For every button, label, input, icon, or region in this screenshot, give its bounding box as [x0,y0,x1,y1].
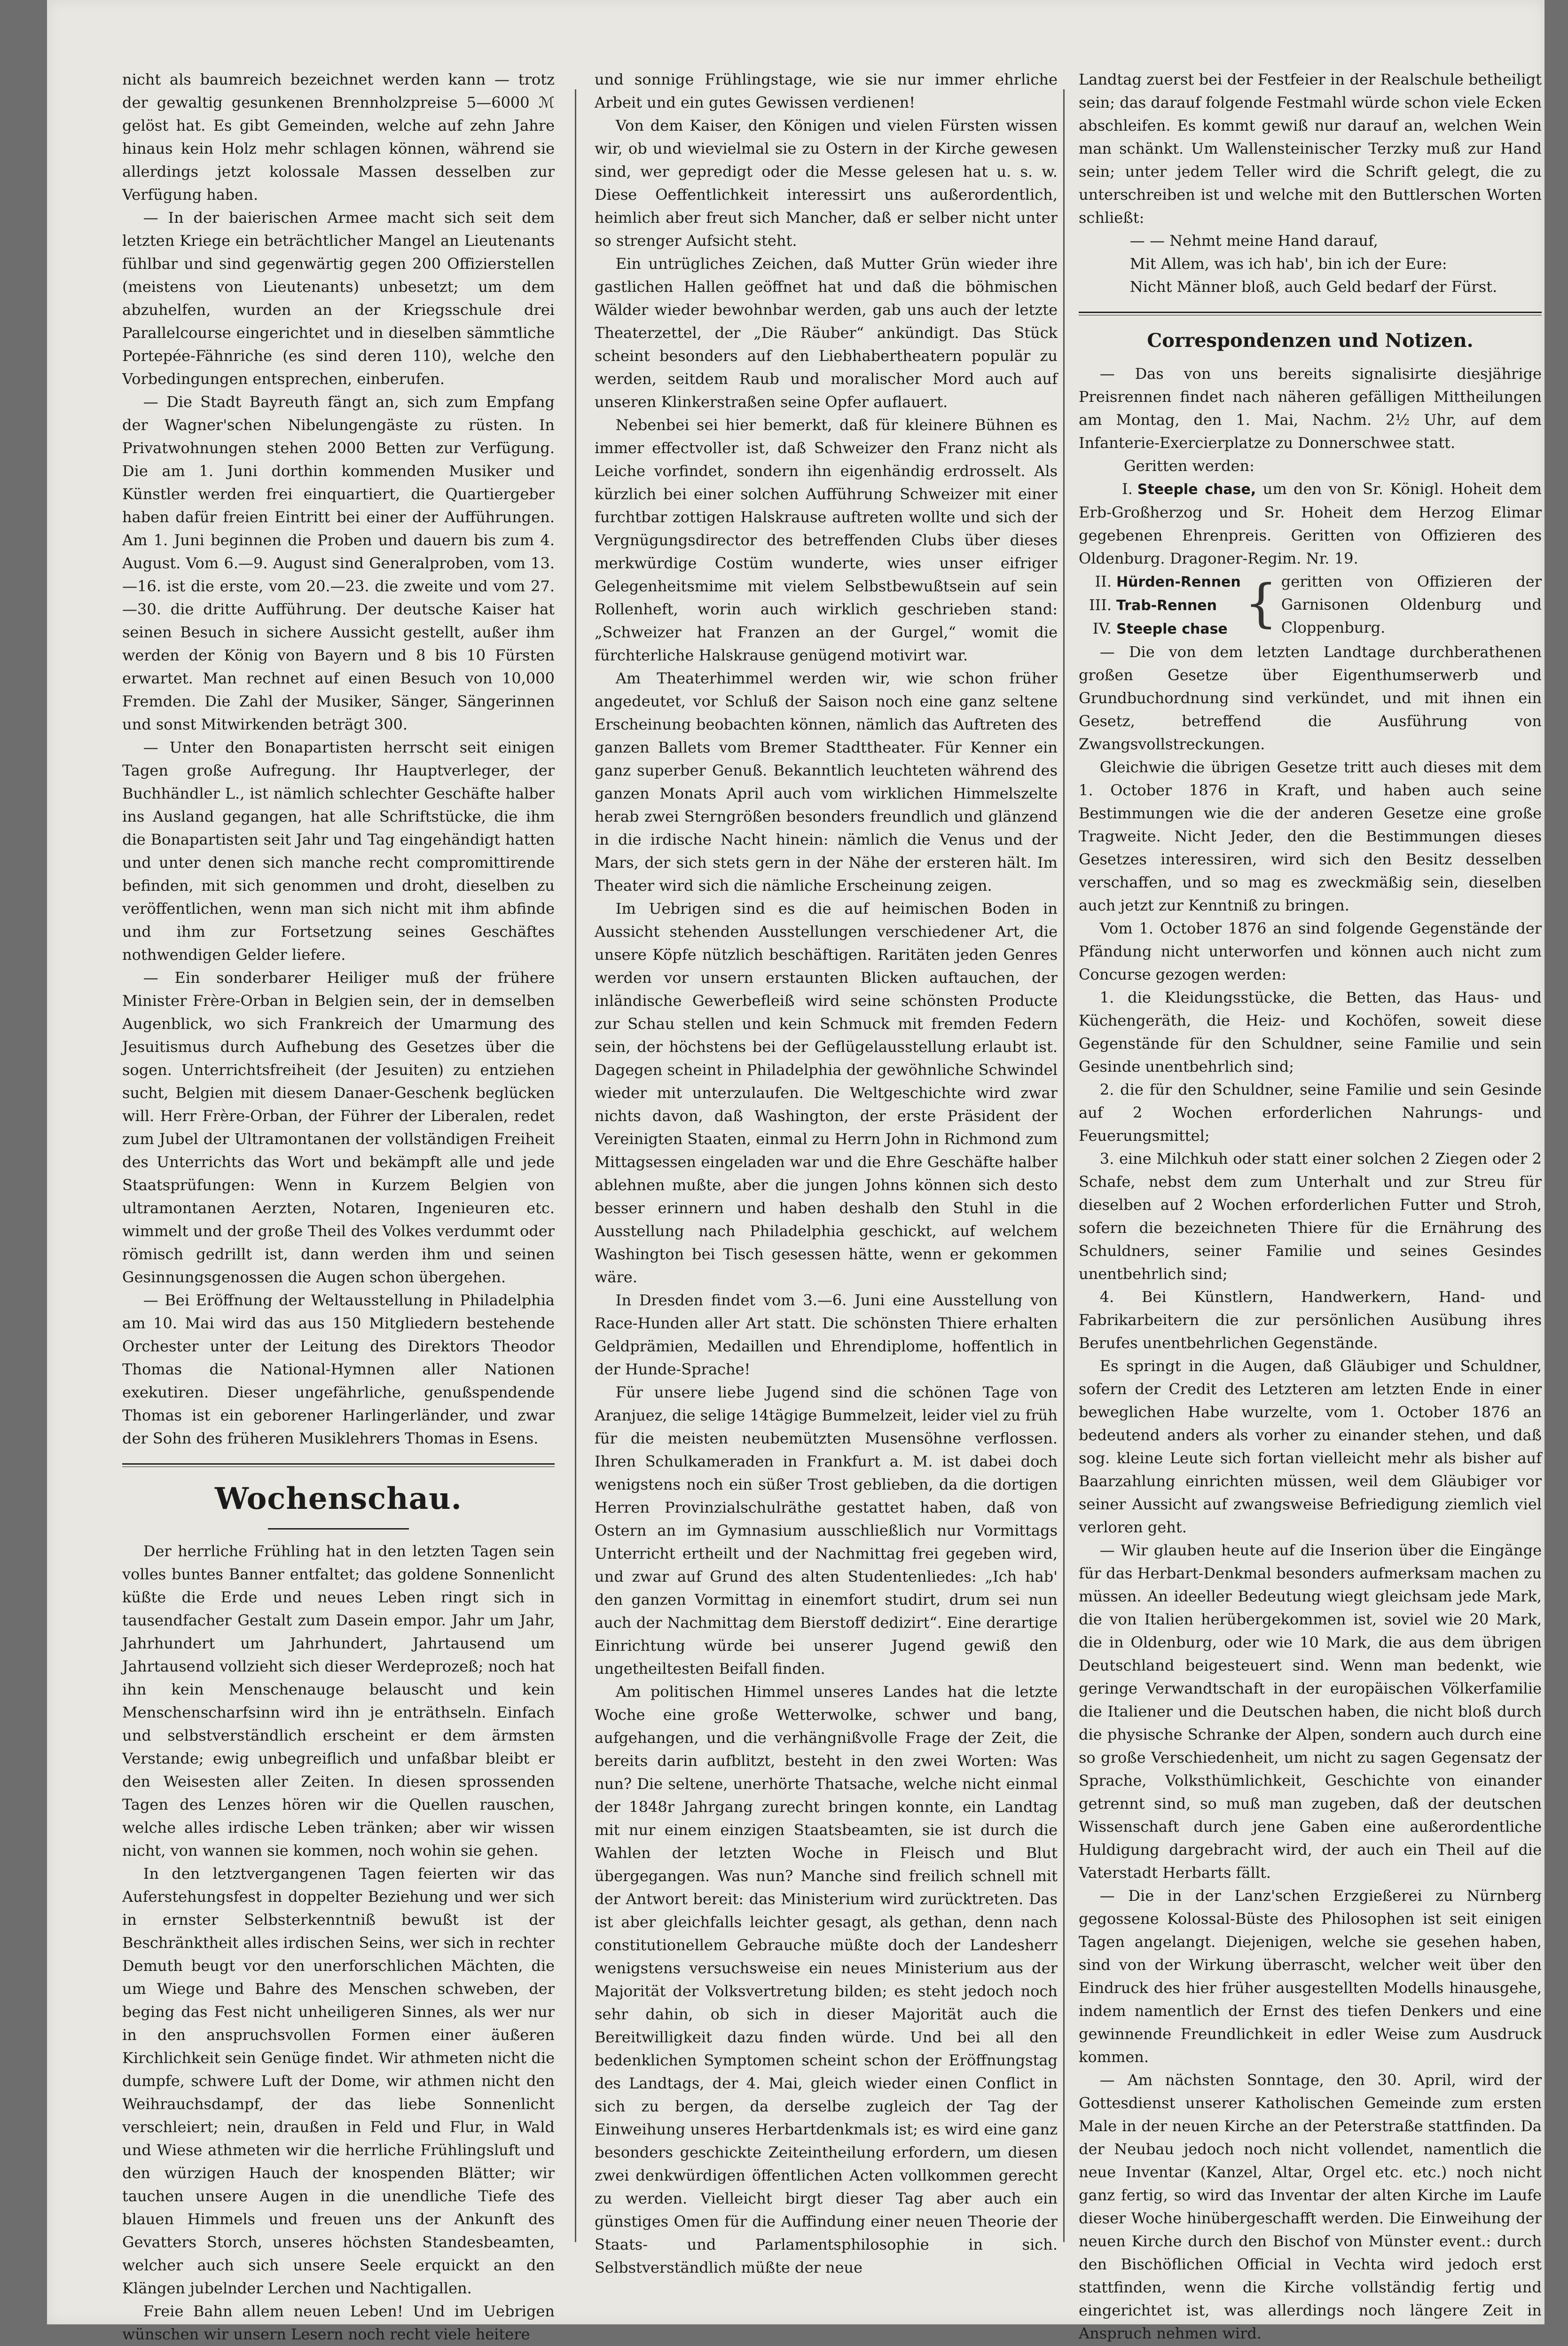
section-heading-wochenschau: Wochenschau. [215,1481,462,1516]
race-number: I. [1121,480,1133,498]
race-name: Hürden-Rennen [1116,574,1241,590]
paragraph: — Die Stadt Bayreuth fängt an, sich zum Empfang der Wagner'schen Nibelungengäste zu rüsten. In Privatwohnungen stehen 2000 Betten zur Verfügung. Die am 1. Juni dorthin kommenden Musiker und Künstler werden frei einquartiert, die Quartiergeber haben dafür freien Eintritt bei einer der Aufführungen. Am 1. Juni beginnen die Proben und dauern bis zum 4. August. Vom 6.—9. August sind Generalproben, vom 13.—16. ist die erste, vom 20.—23. die zweite und vom 27.—30. die dritte Aufführung. Der deutsche Kaiser hat seinen Besuch in sichere Aussicht gestellt, außer ihm werden der König von Bayern und 8 bis 10 Fürsten erwartet. Man rechnet auf einen Besuch von 10,000 Fremden. Die Zahl der Musiker, Sänger, Sängerinnen und sonst Mitwirkenden beträgt 300. [122,393,555,733]
heading-underline [268,1528,409,1530]
paragraph: Nebenbei sei hier bemerkt, daß für kleinere Bühnen es immer effectvoller ist, daß Schweizer den Franz nicht als Leiche vorfindet, sondern ihn eigenhändig erdrosselt. Als kürzlich bei einer solchen Aufführung Schweizer mit einer furchtbar zottigen Halskrause auftreten wollte und sich der Vergnügungsdirector des betreffenden Clubs über dieses merkwürdige Costüm wunderte, wies unser eifriger Gelegenheitsmime mit vielem Selbstbewußtsein auf sein Rollenheft, worin auch wirklich geschrieben stand: „Schweizer hat Franzen an der Gurgel,“ womit die fürchterliche Halskrause genügend motivirt war. [595,416,1058,664]
column-divider [575,89,576,2242]
paragraph: 3. eine Milchkuh oder statt einer solchen 2 Ziegen oder 2 Schafe, nebst dem zum Unterhalt und zur Streu für dieselben auf 2 Wochen erforderlichen Futter und Stroh, sofern die bezeichneten Thiere für die Ernährung des Schuldners, seiner Familie und seines Gesindes unentbehrlich sind; [1079,1150,1542,1283]
paragraph: und sonnige Frühlingstage, wie sie nur immer ehrliche Arbeit und ein gutes Gewissen verdienen! [595,71,1058,111]
paragraph: Im Uebrigen sind es die auf heimischen Boden in Aussicht stehenden Ausstellungen verschiedener Art, die unsere Köpfe nützlich beschäftigen. Raritäten jeden Genres werden vor unsern erstaunten Blicken auftauchen, der inländische Gewerbefleiß wird seine schönsten Producte zur Schau stellen und kein Schmuck mit fremden Federn sein, der höchstens bei der Geflügelausstellung erlaubt ist. Dagegen scheint in Philadelphia der gewöhnliche Schwindel wieder mit unterzulaufen. Die Weltgeschichte wird zwar nichts davon, daß Washington, der erste Präsident der Vereinigten Staaten, einmal zu Herrn John in Richmond zum Mittagsessen eingeladen war und die Ehre Geschäfte halber ablehnen mußte, aber die jungen Johns können sich desto besser erinnern und haben deshalb den Stuhl in die Ausstellung nach Philadelphia geschickt, auf welchem Washington bei Tisch gesessen hätte, wenn er gekommen wäre. [595,900,1058,1286]
paragraph: — Ein sonderbarer Heiliger muß der frühere Minister Frère-Orban in Belgien sein, der in demselben Augenblick, wo sich Frankreich der Umarmung des Jesuitismus durch Aufhebung des Gesetzes über die sogen. Unterrichtsfreiheit (der Jesuiten) zu entziehen sucht, Belgien mit diesem Danaer-Geschenk beglücken will. Herr Frère-Orban, der Führer der Liberalen, redet zum Jubel der Ultramontanen der vollständigen Freiheit des Unterrichts das Wort und bekämpft alle und jede Staatsprüfungen: Wenn in Kurzem Belgien von ultramontanen Aerzten, Notaren, Ingenieuren etc. wimmelt und der große Theil des Volkes verdummt oder römisch gedrillt ist, dann werden ihm und seinen Gesinnungsgenossen die Augen schon übergehen. [122,969,555,1286]
race-name: Steeple chase, [1137,481,1256,498]
paragraph: — In der baierischen Armee macht sich seit dem letzten Kriege ein beträchtlicher Mangel an Lieutenants fühlbar und sind gegenwärtig gegen 200 Offizierstellen (meistens von Lieutenants) unbesetzt; um dem abzuhelfen, wurden an der Kriegsschule drei Parallelcourse eingerichtet und in dieselben sämmtliche Portepée-Fähnriche (es sind deren 110), welche den Vorbedingungen entsprechen, einberufen. [122,209,555,388]
race-item [1079,478,1542,570]
race-group [1079,570,1542,641]
paragraph: — Bei Eröffnung der Weltausstellung in Philadelphia am 10. Mai wird das aus 150 Mitgliedern bestehende Orchester unter der Leitung des Direktors Theodor Thomas die National-Hymnen aller Nationen exekutiren. Dieser ungefährliche, genußspendende Thomas ist ein geborener Harlingerländer, und zwar der Sohn des früheren Musiklehrers Thomas in Esens. [122,1291,555,1447]
paragraph: Am politischen Himmel unseres Landes hat die letzte Woche eine große Wetterwolke, schwer und bang, aufgehangen, und die verhängnißvolle Frage der Zeit, die bereits darin aufblitzt, besteht in den zwei Worten: Was nun? Die seltene, unerhörte Thatsache, welche nicht einmal der 1848r Jahrgang zurecht bringen konnte, ein Landtag mit nur einem einzigen Staatsbeamten, sie ist durch die Wahlen der letzten Woche in Fleisch und Blut übergegangen. Was nun? Manche sind freilich schnell mit der Antwort bereit: das Ministerium wird zurücktreten. Das ist aber gleichfalls leichter gesagt, als gethan, denn nach constitutionellem Gebrauche müßte doch der Landesherr wenigstens versuchsweise ein neues Ministerium aus der Majorität der Volksvertretung bilden; es steht jedoch noch sehr dahin, ob sich in dieser Majorität auch die Bereitwilligkeit dazu finden würde. Und bei all den bedenklichen Symptomen scheint schon der Eröffnungstag des Landtags, der 4. Mai, gleich wieder einen Conflict in sich zu bergen, da derselbe zugleich der Tag der Einweihung unseres Herbartdenkmals ist; es wird eine ganz besonders geschickte Zeiteintheilung erfordern, um diesen zwei denkwürdigen öffentlichen Acten vollkommen gerecht zu werden. Vielleicht birgt dieser Tag aber auch ein günstiges Omen für die Auffindung einer neuen Theorie der Staats- und Parlamentsphilosophie in sich. Selbstverständlich müßte der neue [595,1683,1058,2276]
paragraph: Geritten werden: [1124,457,1254,475]
paragraph: — Unter den Bonapartisten herrscht seit einigen Tagen große Aufregung. Ihr Hauptverleger, der Buchhändler L., ist nämlich schlechter Geschäfte halber ins Ausland gegangen, hat alle Schriftstücke, die ihm die Bonapartisten seit Jahr und Tag eingehändigt hatten und unter denen sich manche recht compromittirende befinden, mit sich genommen und droht, dieselben zu veröffentlichen, wenn man sich nicht mit ihm abfinde und ihm zur Fortsetzung seines Geschäftes nothwendigen Gelder liefere. [122,738,555,964]
race-group-description: geritten von Offizieren der Garnisonen Oldenburg und Cloppenburg. [1281,573,1542,636]
race-item [1079,570,1241,594]
paragraph: Es springt in die Augen, daß Gläubiger und Schuldner, sofern der Credit des Letzteren am letzten Ende in einer beweglichen Habe wurzelte, vom 1. October 1876 an bedeutend anders als vorher zu einander stehen, und daß sog. kleine Leute sich fortan vielleicht mehr als bisher auf Baarzahlung einrichten müssen, weil dem Gläubiger vor seiner Aussicht auf zwangsweise Befriedigung ziemlich viel verloren geht. [1079,1357,1542,1536]
paragraph: Von dem Kaiser, den Königen und vielen Fürsten wissen wir, ob und wievielmal sie zu Ostern in der Kirche gewesen sind, wer gepredigt oder die Messe gelesen hat u. s. w. Diese Oeffentlichkeit interessirt uns außerordentlich, heimlich aber freut sich Mancher, daß er selber nicht unter so strenger Aufsicht steht. [595,117,1058,250]
paragraph: 4. Bei Künstlern, Handwerkern, Hand- und Fabrikarbeitern die zur persönlichen Ausübung ihres Berufes unentbehrlichen Gegenstände. [1079,1288,1542,1352]
paragraph: Der herrliche Frühling hat in den letzten Tagen sein volles buntes Banner entfaltet; das goldene Sonnenlicht küßte die Erde und neues Leben ringt sich in tausendfacher Gestalt zum Dasein empor. Jahr um Jahr, Jahrhundert um Jahrhundert, Jahrtausend um Jahrtausend vollzieht sich dieser Werdeprozeß; noch hat ihn kein Menschenauge belauscht und kein Menschenscharfsinn wird ihn je enträthseln. Einfach und selbstverständlich erscheint er dem ärmsten Verstande; ewig unbegreiflich und unfaßbar bleibt er den Weisesten aller Zeiten. In diesen sprossenden Tagen des Lenzes hören wir die Quellen rauschen, welche alles irdische Leben tränken; aber wir wissen nicht, von wannen sie kommen, noch wohin sie gehen. [122,1542,555,1860]
race-group-names [1079,570,1241,641]
race-name: Steeple chase [1116,621,1228,637]
race-number: IV. [1092,620,1112,637]
section-rule [122,1463,555,1467]
race-name: Trab-Rennen [1116,597,1217,614]
paragraph: 1. die Kleidungsstücke, die Betten, das Haus- und Küchengeräth, die Heiz- und Kochöfen, soweit diese Gegenstände für den Schuldner, seine Familie und sein Gesinde unentbehrlich sind; [1079,989,1542,1075]
paragraph: Am Theaterhimmel werden wir, wie schon früher angedeutet, vor Schluß der Saison noch eine ganz seltene Erscheinung beobachten können, nämlich das Auftreten des ganzen Ballets vom Bremer Stadttheater. Für Kenner ein ganz superber Genuß. Bekanntlich leuchteten während des ganzen Monats April auch vom wirklichen Himmelszelte herab zwei Sterngrößen besonders freundlich und glänzend in die irdische Nacht hinein: nämlich die Venus und der Mars, der sich stets gern in der Nähe der ersteren hält. Im Theater wird sich die nämliche Erscheinung zeigen. [595,669,1058,894]
column-divider [1063,89,1065,2242]
paragraph: — Am nächsten Sonntage, den 30. April, wird der Gottesdienst unserer Katholischen Gemeinde zum ersten Male in der neuen Kirche an der Peterstraße stattfinden. Da der Neubau jedoch noch nicht vollendet, namentlich die neue Inventar (Kanzel, Altar, Orgel etc. etc.) noch nicht ganz fertig, so wird das Inventar der alten Kirche im Laufe dieser Woche hinübergeschafft werden. Die Einweihung der neuen Kirche durch den Bischof von Münster event.: durch den Bischöflichen Official in Vechta wird jedoch erst stattfinden, wenn die Kirche vollständig fertig und eingerichtet ist, was allerdings noch längere Zeit in Anspruch nehmen wird. [1079,2071,1542,2342]
paragraph: nicht als baumreich bezeichnet werden kann — trotz der gewaltig gesunkenen Brennholzpreise 5—6000 ℳ gelöst hat. Es gibt Gemeinden, welche auf zehn Jahre hinaus kein Holz mehr schlagen können, während sie allerdings jetzt kolossale Massen desselben zur Verfügung haben. [122,71,555,204]
paragraph: — Wir glauben heute auf die Inserion über die Eingänge für das Herbart-Denkmal besonders aufmerksam machen zu müssen. An ideeller Bedeutung wiegt gleichsam jede Mark, die von Italien herübergekommen ist, soviel wie 20 Mark, die in Oldenburg, oder wie 10 Mark, die aus dem übrigen Deutschland beigesteuert sind. Wenn man bedenkt, wie geringe Verwandtschaft in der europäischen Völkerfamilie die Italiener und die Deutschen haben, die nicht bloß durch die physische Schranke der Alpen, sondern auch durch eine so große Verschiedenheit, um nicht zu sagen Gegensatz der Sprache, Volksthümlichkeit, Geschichte von einander getrennt sind, so muß man zugeben, daß der deutschen Wissenschaft durch jene Gaben eine außerordentliche Huldigung dargebracht wird, der auch ein Theil auf die Vaterstadt Herbarts fällt. [1079,1541,1542,1882]
race-number: II. [1095,573,1112,590]
paragraph: Für unsere liebe Jugend sind die schönen Tage von Aranjuez, die selige 14tägige Bummelzeit, leider viel zu früh für die meisten neubemützten Musensöhne verflossen. Ihren Schulkameraden in Frankfurt a. M. ist dabei doch wenigstens noch ein süßer Trost geblieben, da die dortigen Herren Provinzialschulräthe gestattet haben, daß von Ostern an im Gymnasium ausschließlich nur Vormittags Unterricht ertheilt und der Nachmittag frei gegeben wird, und zwar auf Grund des alten Studentenliedes: „Ich hab' den ganzen Vormittag in einemfort studirt, drum sei nun auch der Nachmittag dem Bierstoff dedizirt“. Eine derartige Einrichtung würde bei unserer Jugend gewiß den ungetheiltesten Beifall finden. [595,1383,1058,1678]
paragraph: — Die in der Lanz'schen Erzgießerei zu Nürnberg gegossene Kolossal-Büste des Philosophen ist seit einigen Tagen angelangt. Diejenigen, welche sie gesehen haben, sind von der Wirkung überrascht, welcher weit über den Eindruck des hier früher ausgestellten Modells hinausgehe, indem namentlich der Ernst des tiefen Denkers und eine gewinnende Freundlichkeit in edler Weise zum Ausdruck kommen. [1079,1887,1542,2066]
section-rule [1079,312,1542,315]
poem-line: Nicht Männer bloß, auch Geld bedarf der Fürst. [1129,278,1497,296]
race-item [1079,617,1241,641]
paragraph: 2. die für den Schuldner, seine Familie und sein Gesinde auf 2 Wochen erforderlichen Nahrungs- und Feuerungsmittel; [1079,1081,1542,1145]
section-heading-correspondenzen: Correspondenzen und Notizen. [1147,330,1474,352]
paragraph: In den letztvergangenen Tagen feierten wir das Auferstehungsfest in doppelter Beziehung und wer sich in ernster Selbsterkenntniß bewußt ist der Beschränktheit alles irdischen Seins, wer sich in rechter Demuth beugt vor den unerforschlichen Mächten, die um Wiege und Bahre des Menschen schweben, der beging das Fest nicht unheiligeren Sinnes, als wer nur in den anspruchsvollen Formen einer äußeren Kirchlichkeit sein Genüge findet. Wir athmeten nicht die dumpfe, schwere Luft der Dome, wir athmen nicht den Weihrauchsdampf, der das liebe Sonnenlicht verschleiert; nein, draußen in Feld und Flur, in Wald und Wiese athmeten wir die herrliche Frühlingsluft und den würzigen Hauch der knospenden Blätter; wir tauchen unsere Augen in die unendliche Tiefe des blauen Himmels und freuen uns der Ankunft des Gevatters Storch, unseres höchsten Standesbeamten, welcher auch sich unsere Seele erquickt an den Klängen jubelnder Lerchen und Nachtigallen. [122,1865,555,2297]
paragraph: Freie Bahn allem neuen Leben! Und im Uebrigen wünschen wir unsern Lesern noch recht viele heitere [122,2302,555,2343]
race-description: um den von Sr. Königl. Hoheit dem Erb-Großherzog und Sr. Hoheit dem Herzog Elimar gegebenen Ehrenpreis. Geritten von Offizieren des Oldenburg. Dragoner-Regim. Nr. 19. [1079,480,1542,567]
column-2 [595,68,1058,2306]
column-1 [122,68,555,2343]
paragraph: Landtag zuerst bei der Festfeier in der Realschule betheiligt sein; das darauf folgende Festmahl würde schon viele Ecken abschleifen. Es kommt gewiß nur darauf an, welchen Wein man schänkt. Um Wallensteinischer Terzky muß zur Hand sein; unter jedem Teller wird die Schrift gelegt, die zu unterschreiben ist und welche mit den Buttlerschen Worten schließt: [1079,71,1542,227]
race-item [1079,594,1241,617]
paragraph: In Dresden findet vom 3.—6. Juni eine Ausstellung von Race-Hunden aller Art statt. Die schönsten Thiere erhalten Geldprämien, Medaillen und Ehrendiplome, hoffentlich in der Hunde-Sprache! [595,1291,1058,1378]
paragraph: — Das von uns bereits signalisirte diesjährige Preisrennen findet nach näheren gefälligen Mittheilungen am Montag, den 1. Mai, Nachm. 2½ Uhr, auf dem Infanterie-Exercierplatze zu Donnerschwee statt. [1079,365,1542,452]
column-3 [1079,68,1542,2342]
poem-line: — — Nehmt meine Hand darauf, [1129,232,1378,250]
paragraph: Vom 1. October 1876 an sind folgende Gegenstände der Pfändung nicht unterworfen und können auch nicht zum Concurse gezogen werden: [1079,919,1542,983]
paragraph: Gleichwie die übrigen Gesetze tritt auch dieses mit dem 1. October 1876 in Kraft, und haben auch seine Bestimmungen wie die der anderen Gesetze eine große Tragweite. Nicht Jeder, den die Bestimmungen dieses Gesetzes interessiren, wird sich den Besitz desselben verschaffen, und so mag es zweckmäßig sein, dieselben auch jetzt zur Kenntniß zu bringen. [1079,758,1542,914]
race-number: III. [1089,596,1112,614]
paragraph: — Die von dem letzten Landtage durchberathenen großen Gesetze über Eigenthumserwerb und Grundbuchordnung sind verkündet, und mit ihnen ein Gesetz, betreffend die Ausführung von Zwangsvollstreckungen. [1079,643,1542,753]
poem-line: Mit Allem, was ich hab', bin ich der Eure: [1129,255,1447,273]
brace-icon: { [1244,573,1278,633]
paragraph: Ein untrügliches Zeichen, daß Mutter Grün wieder ihre gastlichen Hallen geöffnet hat und daß die böhmischen Wälder wieder bewohnbar werden, gab uns auch der letzte Theaterzettel, der „Die Räuber“ ankündigt. Das Stück scheint besonders auf den Liebhabertheatern populär zu werden, seitdem Raub und moralischer Mord auch auf unseren Klinkerstraßen seine Opfer auflauert. [595,255,1058,411]
